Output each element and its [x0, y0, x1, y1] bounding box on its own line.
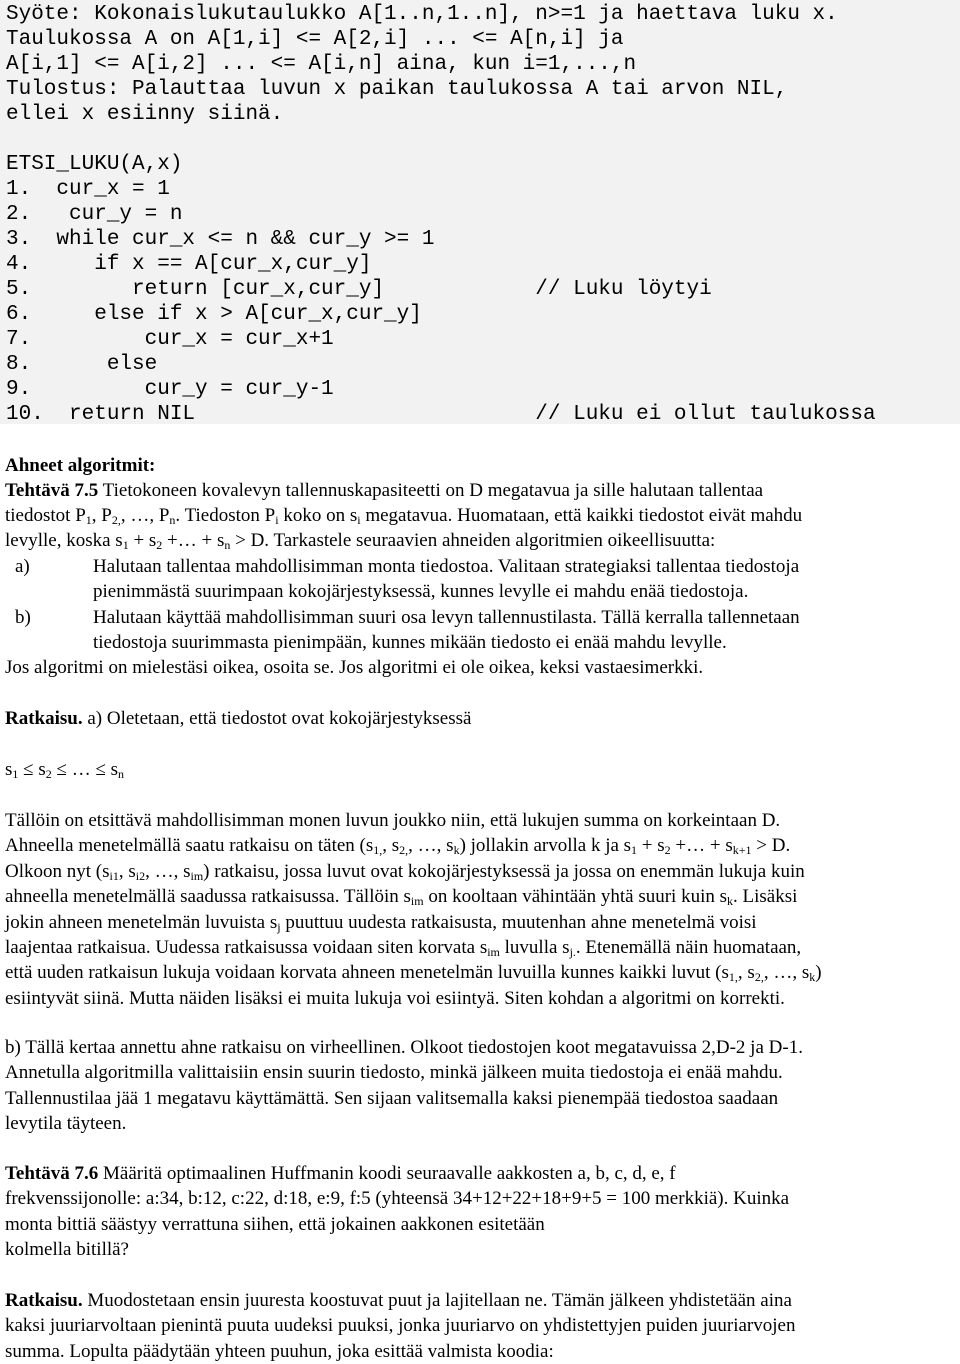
code-line: 8. else [6, 353, 158, 376]
solution-a-intro: Ratkaisu. a) Oletetaan, että tiedostot ovat kokojärjestyksessä [5, 708, 472, 729]
option-a-label: a) [15, 556, 30, 577]
solution-b-paragraph: b) Tällä kertaa annettu ahne ratkaisu on virheellinen. Olkoot tiedostojen koot megatavuissa 2,D-2 ja D-1. Annetulla algoritmilla valittaisiin ensin suurin tiedosto, minkä jälkeen muita tiedostoja ei enää mahdu. Tallennustilaa jää 1 megatavu käyttämättä. Sen sijaan valitsemalla kaksi pienempää tiedostoa saadaan levytila täyteen. [5, 1037, 803, 1135]
task-7-5-question: Jos algoritmi on mielestäsi oikea, osoita se. Jos algoritmi ei ole oikea, keksi vastaesimerkki. [5, 657, 704, 678]
task-label: Tehtävä 7.5 [5, 480, 99, 501]
spec-line-1: Syöte: Kokonaislukutaulukko A[1..n,1..n], n>=1 ja haettava luku x. [6, 3, 838, 26]
code-line: 6. else if x > A[cur_x,cur_y] [6, 303, 422, 326]
spec-line-5: ellei x esiinny siinä. [6, 103, 284, 126]
inequality: $s_1 \le s_2$ ≤ … ≤ $s_n$ [5, 759, 125, 781]
code-line: 4. if x == A[cur_x,cur_y] [6, 253, 372, 276]
code-line: 7. cur_x = cur_x+1 [6, 328, 334, 351]
code-line: 9. cur_y = cur_y-1 [6, 378, 334, 401]
spec-line-4: Tulostus: Palauttaa luvun x paikan taulukossa A tai arvon NIL, [6, 78, 788, 101]
task-label: Tehtävä 7.6 [5, 1163, 99, 1184]
spec-line-3: A[i,1] <= A[i,2] ... <= A[i,n] aina, kun i=1,...,n [6, 53, 637, 76]
code-line: ETSI_LUKU(A,x) [6, 153, 183, 176]
option-a: a) Halutaan tallentaa mahdollisimman monta tiedostoa. Valitaan strategiaksi tallentaa tiedostoja pienimmästä suurimpaan kokojärjestyksessä, kunnes levylle ei mahdu enää tiedostoja. [15, 556, 800, 603]
proof-paragraph: Tällöin on etsittävä mahdollisimman monen luvun joukko niin, että lukujen summa on korkeintaan D. Ahneella menetelmällä saatu ratkaisu on täten ($s_{1,}$, $s_{2,}$, …, $s_k$) jollakin arvolla k ja $s_1 + s_2$ +… + $s_{k+1} > D$. Olkoon nyt ($s_{i1}$, $s_{i2}$, …, $s_{im}$) ratkaisu, jossa luvut ovat kokojärjestyksessä ja jossa on enemmän lukuja kuin ahneella menetelmällä saadussa ratkaisussa. Tällöin $s_{im}$ on kooltaan vähintään yhtä suuri kuin $s_k$. Lisäksi jokin ahneen menetelmän luvuista $s_j$ puuttuu uudesta ratkaisusta, muutenhan ahne menetelmä voisi laajentaa ratkaisua. Uudessa ratkaisussa voidaan siten korvata $s_{im}$ luvulla $s_{j.}$. Etenemällä näin huomataan, että uuden ratkaisun lukuja voidaan korvata ahneen menetelmän luvuilla kunnes kaikki luvut ($s_{1,}$, $s_{2,}$, …, $s_k$) esiintyvät siinä. Mutta näiden lisäksi ei muita lukuja voi esiintyä. Siten kohdan a algoritmi on korrekti. [5, 810, 822, 1009]
section-title: Ahneet algoritmit: [5, 455, 156, 476]
code-line: 10. return NIL // Luku ei ollut taulukossa [6, 403, 876, 426]
code-line: 2. cur_y = n [6, 203, 183, 226]
task-7-5-line-3: levylle, koska $s_1 + s_2$ +… + $s_n > D$. Tarkastele seuraavien ahneiden algoritmien oikeellisuutta: [5, 530, 716, 552]
code-line: 3. while cur_x <= n && cur_y >= 1 [6, 228, 435, 251]
option-b-label: b) [15, 607, 31, 628]
code-block [0, 0, 960, 424]
option-b: b) Halutaan käyttää mahdollisimman suuri osa levyn tallennustilasta. Tällä kerralla tallennetaan tiedostoja suurimmasta pienimpään, kunnes mikään tiedosto ei enää mahdu levylle. [15, 607, 800, 654]
code-line: 1. cur_x = 1 [6, 178, 170, 201]
task-7-5-line-1: Tehtävä 7.5 Tietokoneen kovalevyn tallennuskapasiteetti on D megatavua ja sille halutaan tallentaa [5, 480, 764, 501]
solution-huffman: Ratkaisu. Muodostetaan ensin juuresta koostuvat puut ja lajitellaan ne. Tämän jälkeen yhdistetään aina kaksi juuriarvoltaan pienintä puuta uudeksi puuksi, jonka juuriarvo on yhdistettyjen puiden juuriarvojen summa. Lopulta päädytään yhteen puuhun, joka esittää valmista koodia: [5, 1290, 796, 1362]
code-line: 5. return [cur_x,cur_y] // Luku löytyi [6, 278, 712, 301]
task-7-6: Tehtävä 7.6 Määritä optimaalinen Huffmanin koodi seuraavalle aakkosten a, b, c, d, e, f frekvenssijonolle: a:34, b:12, c:22, d:18, e:9, f:5 (yhteensä 34+12+22+18+9+5 = 100 merkkiä). Kuinka monta bittiä säästyy verrattuna siihen, että jokainen aakkonen esitetään kolmella bitillä? [5, 1163, 790, 1261]
task-7-5-line-2: tiedostot $P_1$, $P_{2,}$, …, $P_n$. Tiedoston $P_i$ koko on $s_i$ megatavua. Huomataan, että kaikki tiedostot eivät mahdu [5, 505, 803, 527]
spec-line-2: Taulukossa A on A[1,i] <= A[2,i] ... <= A[n,i] ja [6, 28, 624, 51]
